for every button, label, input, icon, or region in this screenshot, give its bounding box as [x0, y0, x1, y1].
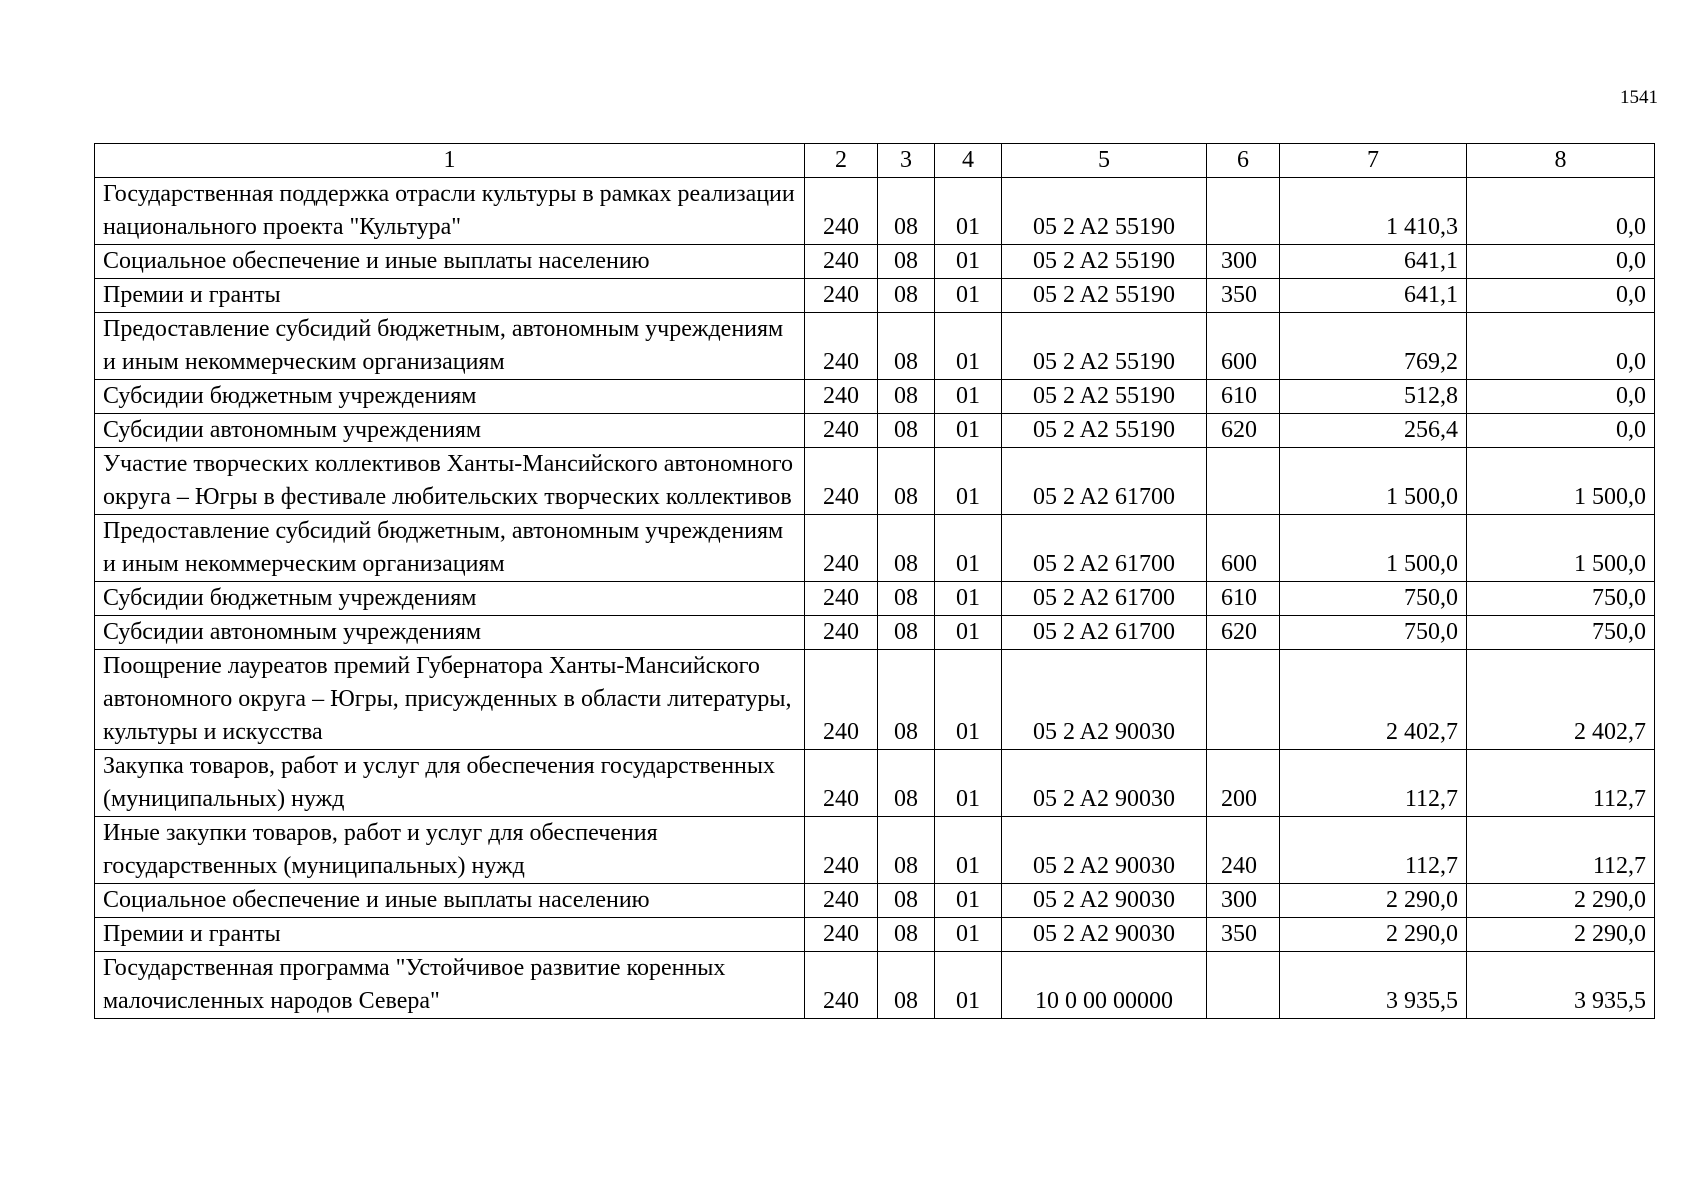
cell-col5: 05 2 A2 55190: [1002, 279, 1207, 313]
cell-col4: 01: [935, 448, 1002, 515]
cell-col5: 10 0 00 00000: [1002, 952, 1207, 1019]
cell-col3: 08: [878, 750, 935, 817]
row-name: Иные закупки товаров, работ и услуг для обеспечения государственных (муниципальных) нужд: [95, 817, 805, 884]
cell-col6: 200: [1207, 750, 1280, 817]
cell-col7: 750,0: [1280, 616, 1467, 650]
cell-col8: 0,0: [1467, 380, 1655, 414]
cell-col4: 01: [935, 245, 1002, 279]
cell-col3: 08: [878, 918, 935, 952]
cell-col4: 01: [935, 616, 1002, 650]
cell-col2: 240: [805, 952, 878, 1019]
cell-col6: [1207, 952, 1280, 1019]
cell-col3: 08: [878, 515, 935, 582]
cell-col6: 300: [1207, 884, 1280, 918]
cell-col6: 620: [1207, 616, 1280, 650]
cell-col7: 256,4: [1280, 414, 1467, 448]
cell-col8: 2 402,7: [1467, 650, 1655, 750]
cell-col3: 08: [878, 884, 935, 918]
table-row: [95, 884, 1655, 918]
cell-col8: 1 500,0: [1467, 448, 1655, 515]
cell-col4: 01: [935, 279, 1002, 313]
cell-col2: 240: [805, 582, 878, 616]
cell-col6: 300: [1207, 245, 1280, 279]
column-header: 3: [878, 144, 935, 178]
cell-col3: 08: [878, 380, 935, 414]
table-row: [95, 178, 1655, 245]
row-name: Участие творческих коллективов Ханты-Мансийского автономного округа – Югры в фестивале любительских творческих коллективов: [95, 448, 805, 515]
row-name: Премии и гранты: [95, 918, 805, 952]
cell-col8: 750,0: [1467, 616, 1655, 650]
cell-col6: [1207, 448, 1280, 515]
table-row: [95, 750, 1655, 817]
row-name: Государственная поддержка отрасли культуры в рамках реализации национального проекта "Культура": [95, 178, 805, 245]
page-number: 1541: [1620, 87, 1658, 108]
cell-col8: 0,0: [1467, 245, 1655, 279]
row-name: Субсидии автономным учреждениям: [95, 414, 805, 448]
cell-col5: 05 2 A2 90030: [1002, 918, 1207, 952]
cell-col4: 01: [935, 414, 1002, 448]
table-row: [95, 918, 1655, 952]
cell-col3: 08: [878, 414, 935, 448]
cell-col5: 05 2 A2 61700: [1002, 448, 1207, 515]
cell-col2: 240: [805, 380, 878, 414]
cell-col5: 05 2 A2 55190: [1002, 414, 1207, 448]
cell-col7: 2 290,0: [1280, 884, 1467, 918]
cell-col4: 01: [935, 952, 1002, 1019]
cell-col7: 1 500,0: [1280, 448, 1467, 515]
cell-col6: 350: [1207, 279, 1280, 313]
cell-col2: 240: [805, 414, 878, 448]
cell-col7: 3 935,5: [1280, 952, 1467, 1019]
cell-col4: 01: [935, 313, 1002, 380]
cell-col3: 08: [878, 616, 935, 650]
cell-col3: 08: [878, 582, 935, 616]
row-name: Закупка товаров, работ и услуг для обеспечения государственных (муниципальных) нужд: [95, 750, 805, 817]
cell-col7: 112,7: [1280, 750, 1467, 817]
cell-col8: 112,7: [1467, 750, 1655, 817]
cell-col3: 08: [878, 178, 935, 245]
cell-col4: 01: [935, 884, 1002, 918]
cell-col6: 610: [1207, 582, 1280, 616]
cell-col2: 240: [805, 650, 878, 750]
cell-col7: 1 410,3: [1280, 178, 1467, 245]
cell-col7: 112,7: [1280, 817, 1467, 884]
row-name: Социальное обеспечение и иные выплаты населению: [95, 245, 805, 279]
cell-col8: 112,7: [1467, 817, 1655, 884]
cell-col3: 08: [878, 952, 935, 1019]
cell-col6: 600: [1207, 515, 1280, 582]
cell-col4: 01: [935, 817, 1002, 884]
table-row: [95, 582, 1655, 616]
cell-col7: 769,2: [1280, 313, 1467, 380]
cell-col2: 240: [805, 750, 878, 817]
cell-col8: 1 500,0: [1467, 515, 1655, 582]
cell-col4: 01: [935, 750, 1002, 817]
cell-col6: 620: [1207, 414, 1280, 448]
cell-col2: 240: [805, 245, 878, 279]
column-header: 2: [805, 144, 878, 178]
cell-col6: [1207, 650, 1280, 750]
row-name: Предоставление субсидий бюджетным, автономным учреждениям и иным некоммерческим организациям: [95, 313, 805, 380]
column-header: 7: [1280, 144, 1467, 178]
table-row: [95, 313, 1655, 380]
cell-col5: 05 2 A2 55190: [1002, 380, 1207, 414]
cell-col5: 05 2 A2 90030: [1002, 817, 1207, 884]
cell-col6: 240: [1207, 817, 1280, 884]
cell-col3: 08: [878, 650, 935, 750]
cell-col6: 600: [1207, 313, 1280, 380]
table-row: [95, 448, 1655, 515]
cell-col4: 01: [935, 650, 1002, 750]
cell-col8: 3 935,5: [1467, 952, 1655, 1019]
row-name: Субсидии автономным учреждениям: [95, 616, 805, 650]
cell-col4: 01: [935, 582, 1002, 616]
column-header: 1: [95, 144, 805, 178]
cell-col6: 610: [1207, 380, 1280, 414]
row-name: Субсидии бюджетным учреждениям: [95, 380, 805, 414]
header-row: [95, 144, 1655, 178]
cell-col5: 05 2 A2 90030: [1002, 650, 1207, 750]
cell-col8: 2 290,0: [1467, 884, 1655, 918]
cell-col5: 05 2 A2 55190: [1002, 178, 1207, 245]
cell-col2: 240: [805, 448, 878, 515]
cell-col3: 08: [878, 313, 935, 380]
cell-col2: 240: [805, 279, 878, 313]
column-header: 6: [1207, 144, 1280, 178]
cell-col2: 240: [805, 616, 878, 650]
cell-col5: 05 2 A2 90030: [1002, 750, 1207, 817]
row-name: Субсидии бюджетным учреждениям: [95, 582, 805, 616]
table-row: [95, 279, 1655, 313]
cell-col5: 05 2 A2 55190: [1002, 245, 1207, 279]
cell-col2: 240: [805, 918, 878, 952]
cell-col6: 350: [1207, 918, 1280, 952]
cell-col4: 01: [935, 178, 1002, 245]
cell-col7: 2 290,0: [1280, 918, 1467, 952]
row-name: Премии и гранты: [95, 279, 805, 313]
column-header: 5: [1002, 144, 1207, 178]
cell-col5: 05 2 A2 61700: [1002, 616, 1207, 650]
cell-col3: 08: [878, 817, 935, 884]
table-row: [95, 380, 1655, 414]
cell-col4: 01: [935, 918, 1002, 952]
cell-col2: 240: [805, 178, 878, 245]
cell-col3: 08: [878, 245, 935, 279]
table-row: [95, 515, 1655, 582]
table-row: [95, 245, 1655, 279]
row-name: Социальное обеспечение и иные выплаты населению: [95, 884, 805, 918]
table-row: [95, 952, 1655, 1019]
cell-col3: 08: [878, 279, 935, 313]
column-header: 8: [1467, 144, 1655, 178]
cell-col8: 750,0: [1467, 582, 1655, 616]
table-row: [95, 414, 1655, 448]
cell-col8: 2 290,0: [1467, 918, 1655, 952]
cell-col5: 05 2 A2 61700: [1002, 582, 1207, 616]
cell-col4: 01: [935, 515, 1002, 582]
table-row: [95, 650, 1655, 750]
row-name: Поощрение лауреатов премий Губернатора Ханты-Мансийского автономного округа – Югры, присужденных в области литературы, культуры и искусства: [95, 650, 805, 750]
cell-col8: 0,0: [1467, 279, 1655, 313]
cell-col5: 05 2 A2 90030: [1002, 884, 1207, 918]
row-name: Государственная программа "Устойчивое развитие коренных малочисленных народов Севера": [95, 952, 805, 1019]
row-name: Предоставление субсидий бюджетным, автономным учреждениям и иным некоммерческим организациям: [95, 515, 805, 582]
cell-col2: 240: [805, 884, 878, 918]
budget-table: [94, 143, 1655, 1019]
cell-col4: 01: [935, 380, 1002, 414]
cell-col5: 05 2 A2 61700: [1002, 515, 1207, 582]
table-row: [95, 616, 1655, 650]
cell-col3: 08: [878, 448, 935, 515]
cell-col7: 1 500,0: [1280, 515, 1467, 582]
cell-col8: 0,0: [1467, 313, 1655, 380]
cell-col2: 240: [805, 817, 878, 884]
cell-col7: 2 402,7: [1280, 650, 1467, 750]
cell-col2: 240: [805, 515, 878, 582]
cell-col6: [1207, 178, 1280, 245]
cell-col5: 05 2 A2 55190: [1002, 313, 1207, 380]
table-row: [95, 817, 1655, 884]
cell-col8: 0,0: [1467, 414, 1655, 448]
cell-col7: 641,1: [1280, 279, 1467, 313]
cell-col2: 240: [805, 313, 878, 380]
cell-col8: 0,0: [1467, 178, 1655, 245]
cell-col7: 750,0: [1280, 582, 1467, 616]
cell-col7: 512,8: [1280, 380, 1467, 414]
column-header: 4: [935, 144, 1002, 178]
cell-col7: 641,1: [1280, 245, 1467, 279]
